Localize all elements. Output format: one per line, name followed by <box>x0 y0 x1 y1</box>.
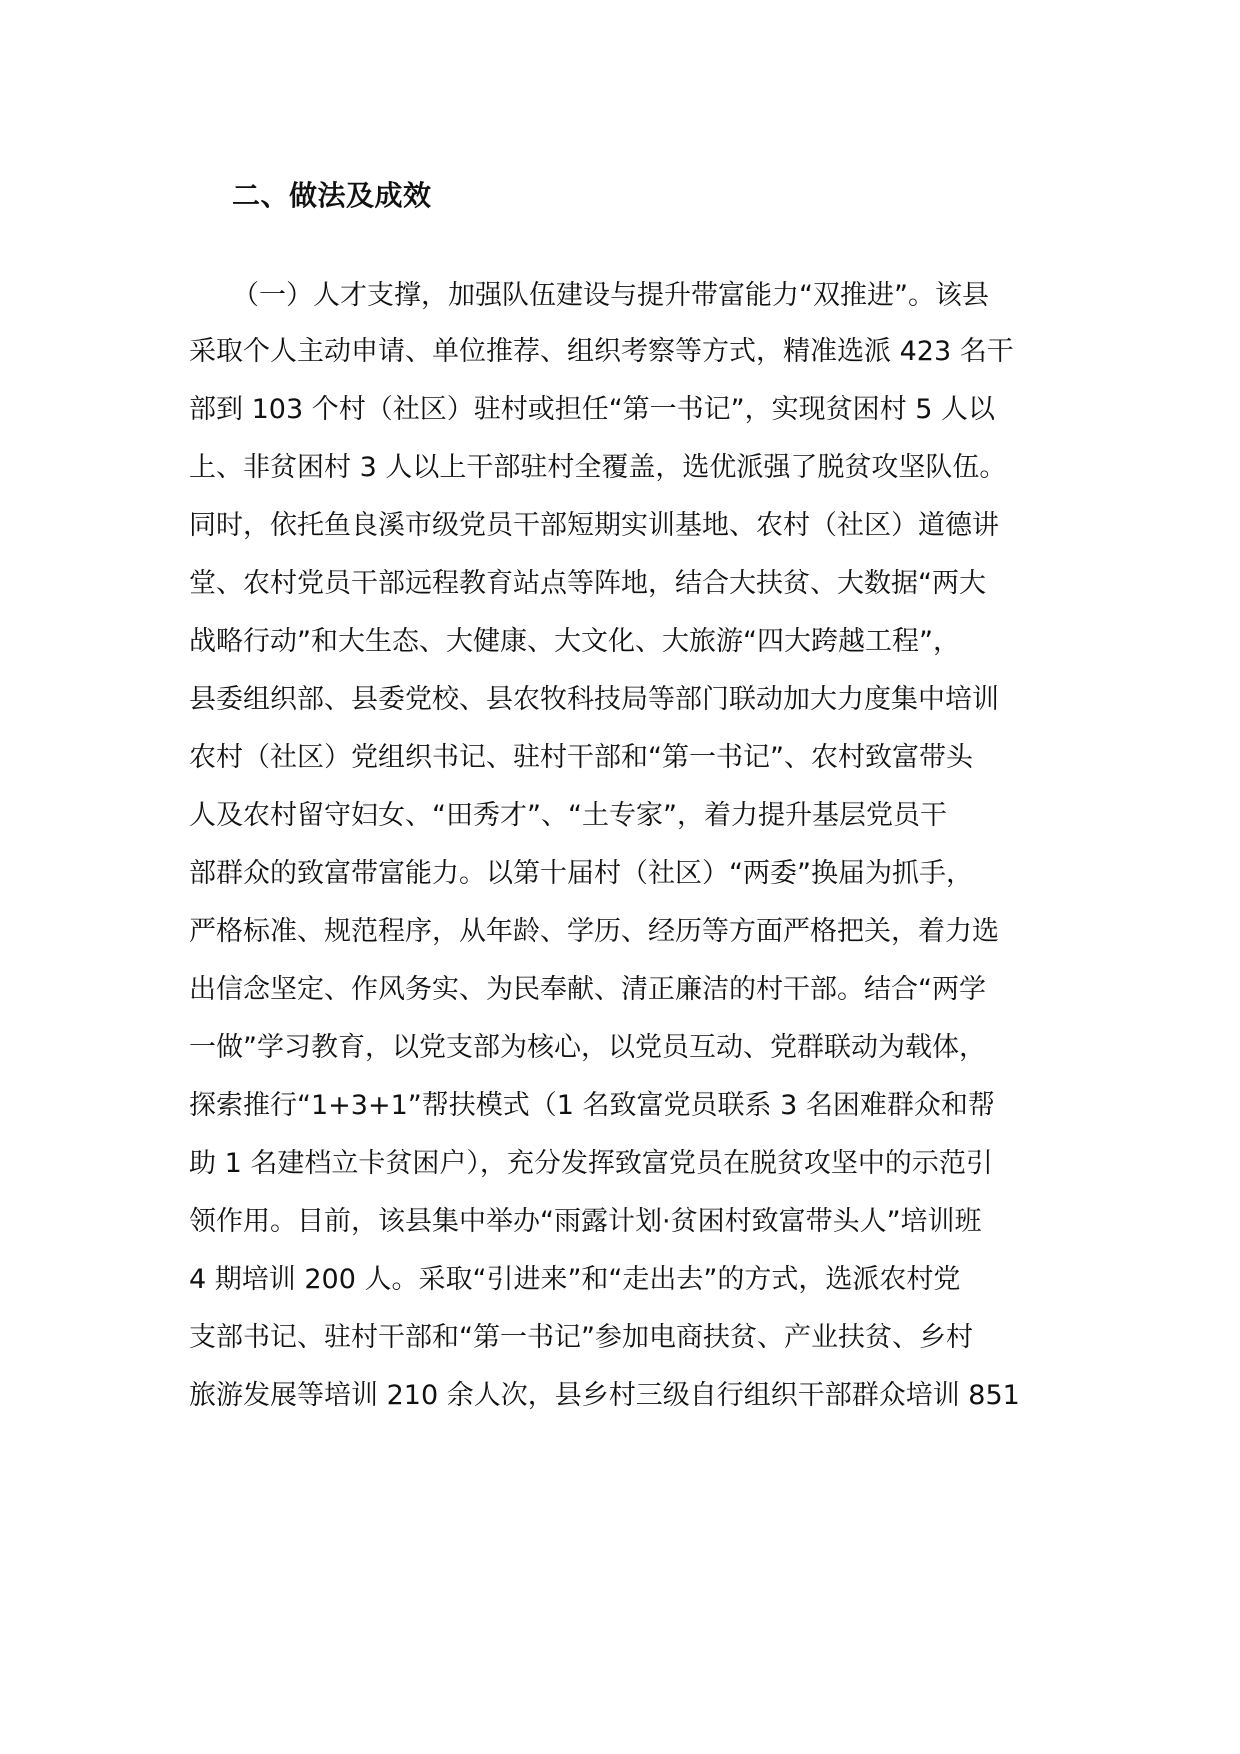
paragraph-line: 部到 103 个村（社区）驻村或担任“第一书记”，实现贫困村 5 人以 <box>189 394 996 425</box>
paragraph-line: 人及农村留守妇女、“田秀才”、“土专家”，着力提升基层党员干 <box>189 800 947 831</box>
paragraph-line: 堂、农村党员干部远程教育站点等阵地，结合大扶贫、大数据“两大 <box>189 568 986 599</box>
paragraph-line: 农村（社区）党组织书记、驻村干部和“第一书记”、农村致富带头 <box>189 742 973 773</box>
paragraph-line: 部群众的致富带富能力。以第十届村（社区）“两委”换届为抓手， <box>189 858 973 889</box>
section-heading: 二、做法及成效 <box>232 179 432 212</box>
paragraph-line: 探索推行“1+3+1”帮扶模式（1 名致富党员联系 3 名困难群众和帮 <box>189 1090 995 1121</box>
paragraph-line: 一做”学习教育，以党支部为核心，以党员互动、党群联动为载体， <box>189 1032 986 1063</box>
paragraph-line: （一）人才支撑，加强队伍建设与提升带富能力“双推进”。该县 <box>232 280 989 311</box>
paragraph-line: 采取个人主动申请、单位推荐、组织考察等方式，精准选派 423 名干 <box>189 336 1014 367</box>
paragraph-line: 领作用。目前，该县集中举办“雨露计划·贫困村致富带头人”培训班 <box>189 1206 982 1237</box>
paragraph-line: 旅游发展等培训 210 余人次，县乡村三级自行组织干部群众培训 851 <box>189 1380 1020 1411</box>
paragraph-line: 上、非贫困村 3 人以上干部驻村全覆盖，选优派强了脱贫攻坚队伍。 <box>189 452 1007 483</box>
paragraph-line: 严格标准、规范程序，从年龄、学历、经历等方面严格把关，着力选 <box>189 916 999 947</box>
paragraph-line: 同时，依托鱼良溪市级党员干部短期实训基地、农村（社区）道德讲 <box>189 510 999 541</box>
paragraph-line: 支部书记、驻村干部和“第一书记”参加电商扶贫、产业扶贫、乡村 <box>189 1322 973 1353</box>
paragraph-line: 4 期培训 200 人。采取“引进来”和“走出去”的方式，选派农村党 <box>189 1264 961 1295</box>
paragraph-line: 助 1 名建档立卡贫困户），充分发挥致富党员在脱贫攻坚中的示范引 <box>189 1148 993 1179</box>
paragraph-line: 战略行动”和大生态、大健康、大文化、大旅游“四大跨越工程”， <box>189 626 960 657</box>
paragraph-line: 县委组织部、县委党校、县农牧科技局等部门联动加大力度集中培训 <box>189 684 999 715</box>
paragraph-line: 出信念坚定、作风务实、为民奉献、清正廉洁的村干部。结合“两学 <box>189 974 986 1005</box>
